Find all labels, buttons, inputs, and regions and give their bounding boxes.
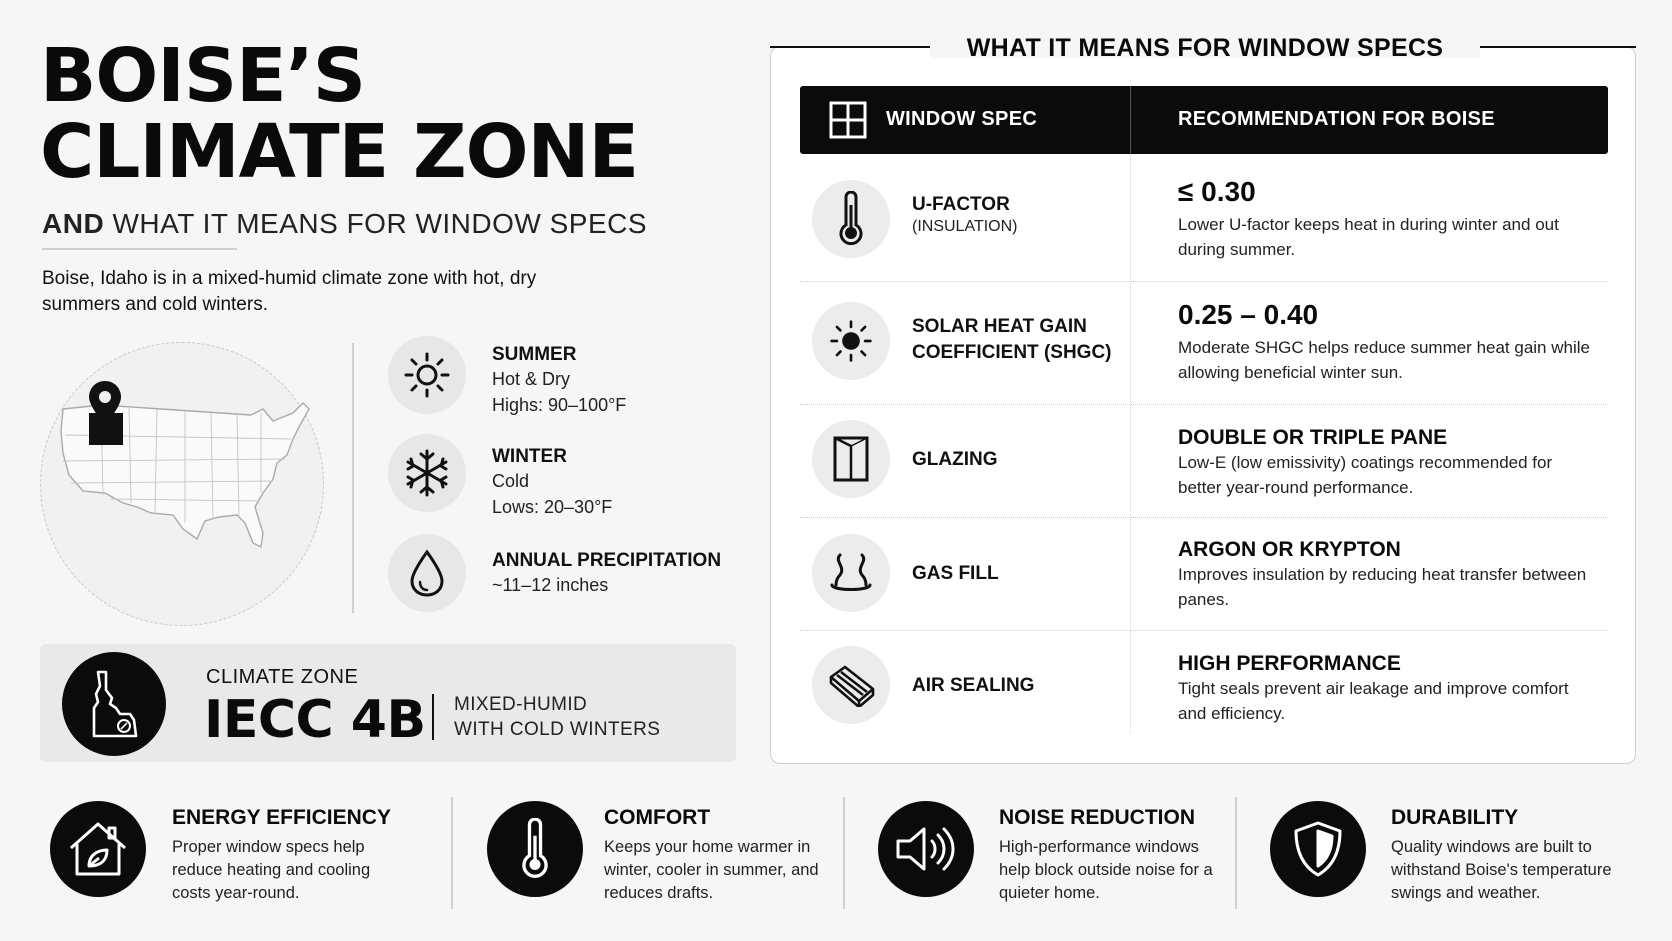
- fact-line: Hot & Dry: [492, 369, 571, 389]
- benefit-desc: Keeps your home warmer in winter, cooler in summer, and reduces drafts.: [604, 838, 819, 902]
- title-line-1: BOISE’S: [40, 33, 366, 119]
- rec-desc: Moderate SHGC helps reduce summer heat gain while allowing beneficial winter sun.: [1178, 338, 1590, 382]
- fact-title: SUMMER: [492, 344, 577, 365]
- spec-row-glazing: [912, 447, 998, 473]
- spec-name: SOLAR HEAT GAIN: [912, 316, 1087, 337]
- benefit-energy: [172, 806, 402, 905]
- spec-name: AIR SEALING: [912, 675, 1035, 696]
- sun-icon: [812, 302, 890, 380]
- climate-zone-label: CLIMATE ZONE: [206, 666, 359, 688]
- rec-value: ≤ 0.30: [1178, 176, 1256, 207]
- rec-glazing: [1178, 426, 1598, 500]
- idaho-state-icon: [62, 652, 166, 756]
- panel-title: WHAT IT MEANS FOR WINDOW SPECS: [966, 34, 1444, 62]
- fact-line: Lows: 20–30°F: [492, 497, 613, 517]
- row-divider: [800, 517, 1608, 518]
- thermometer-icon: [487, 801, 583, 897]
- subtitle-rest: WHAT IT MEANS FOR WINDOW SPECS: [104, 208, 648, 239]
- window-icon: [828, 100, 868, 145]
- intro-text: Boise, Idaho is in a mixed-humid climate zone with hot, dry summers and cold winters.: [42, 268, 537, 315]
- page-title: [40, 33, 638, 195]
- rec-value: HIGH PERFORMANCE: [1178, 652, 1401, 675]
- specs-table-header: [800, 86, 1608, 154]
- rec-value: ARGON OR KRYPTON: [1178, 538, 1401, 561]
- rec-value: 0.25 – 0.40: [1178, 299, 1319, 330]
- zone-divider: [432, 694, 434, 740]
- spec-name: COEFFICIENT (SHGC): [912, 342, 1112, 363]
- rec-airsealing: [1178, 652, 1598, 726]
- snowflake-icon: [388, 434, 466, 512]
- spec-sub: (INSULATION): [912, 218, 1018, 235]
- fact-winter: [388, 434, 466, 512]
- row-divider: [800, 630, 1608, 631]
- rec-desc: Low-E (low emissivity) coatings recommended for better year-round performance.: [1178, 453, 1553, 497]
- subtitle-bold: AND: [42, 208, 105, 239]
- panel-top-rule-left: [770, 46, 930, 48]
- rec-value: DOUBLE OR TRIPLE PANE: [1178, 426, 1448, 449]
- speaker-icon: [878, 801, 974, 897]
- spec-row-ufactor: [912, 192, 1017, 236]
- benefit-title: ENERGY EFFICIENCY: [172, 806, 391, 829]
- zone-desc-line: MIXED-HUMID: [454, 694, 588, 715]
- fact-title: ANNUAL PRECIPITATION: [492, 550, 722, 571]
- fact-line: Cold: [492, 471, 530, 491]
- climate-zone-card: [40, 644, 736, 762]
- climate-zone-value: IECC 4B: [204, 690, 426, 750]
- row-divider: [800, 404, 1608, 405]
- benefit-divider: [843, 797, 845, 909]
- fact-precip: [388, 534, 466, 612]
- benefit-title: COMFORT: [604, 806, 711, 829]
- droplet-icon: [388, 534, 466, 612]
- benefit-comfort: [604, 806, 834, 905]
- column-header-recommendation: RECOMMENDATION FOR BOISE: [1178, 108, 1495, 130]
- spec-name: GAS FILL: [912, 563, 999, 584]
- climate-zone-description: [454, 692, 660, 742]
- fact-summer: [388, 336, 466, 414]
- column-header-spec: WINDOW SPEC: [886, 108, 1038, 130]
- benefit-divider: [451, 797, 453, 909]
- thermometer-icon: [812, 180, 890, 258]
- page-subtitle: [42, 208, 647, 240]
- title-divider: [42, 248, 237, 250]
- rec-desc: Tight seals prevent air leakage and improve comfort and efficiency.: [1178, 679, 1569, 723]
- header-divider: [1130, 86, 1131, 154]
- benefit-title: DURABILITY: [1391, 806, 1519, 829]
- rec-ufactor: [1178, 176, 1598, 262]
- benefit-desc: Quality windows are built to withstand Boise's temperature swings and weather.: [1391, 838, 1612, 902]
- map-divider: [352, 343, 354, 613]
- benefit-title: NOISE REDUCTION: [999, 806, 1196, 829]
- fact-title: WINTER: [492, 446, 567, 467]
- title-line-2: CLIMATE ZONE: [40, 109, 638, 195]
- fact-line: ~11–12 inches: [492, 575, 609, 595]
- zone-desc-line: WITH COLD WINTERS: [454, 719, 661, 740]
- benefit-noise: [999, 806, 1229, 905]
- gas-fill-icon: [812, 534, 890, 612]
- us-map-graphic: [41, 343, 325, 627]
- spec-row-shgc: [912, 314, 1112, 366]
- benefit-durability: [1391, 806, 1621, 905]
- fact-line: Highs: 90–100°F: [492, 395, 627, 415]
- rec-desc: Lower U-factor keeps heat in during winter and out during summer.: [1178, 215, 1559, 259]
- panel-top-rule-right: [1480, 46, 1636, 48]
- fact-precip-text: [492, 550, 721, 598]
- benefit-desc: Proper window specs help reduce heating and cooling costs year-round.: [172, 838, 371, 902]
- benefit-desc: High-performance windows help block outside noise for a quieter home.: [999, 838, 1213, 902]
- spec-row-airsealing: [912, 673, 1034, 699]
- shield-icon: [1270, 801, 1366, 897]
- fact-summer-text: [492, 344, 626, 418]
- benefit-divider: [1235, 797, 1237, 909]
- spec-name: GLAZING: [912, 449, 998, 470]
- rec-gasfill: [1178, 538, 1598, 612]
- rec-desc: Improves insulation by reducing heat transfer between panes.: [1178, 565, 1587, 609]
- fact-winter-text: [492, 446, 612, 520]
- glazing-icon: [812, 420, 890, 498]
- spec-name: U-FACTOR: [912, 194, 1010, 215]
- spec-row-gasfill: [912, 561, 999, 587]
- sun-icon: [388, 336, 466, 414]
- weatherstrip-icon: [812, 646, 890, 724]
- us-map: [40, 342, 324, 626]
- row-divider: [800, 281, 1608, 282]
- column-divider: [1130, 154, 1131, 734]
- house-leaf-icon: [50, 801, 146, 897]
- rec-shgc: [1178, 299, 1598, 385]
